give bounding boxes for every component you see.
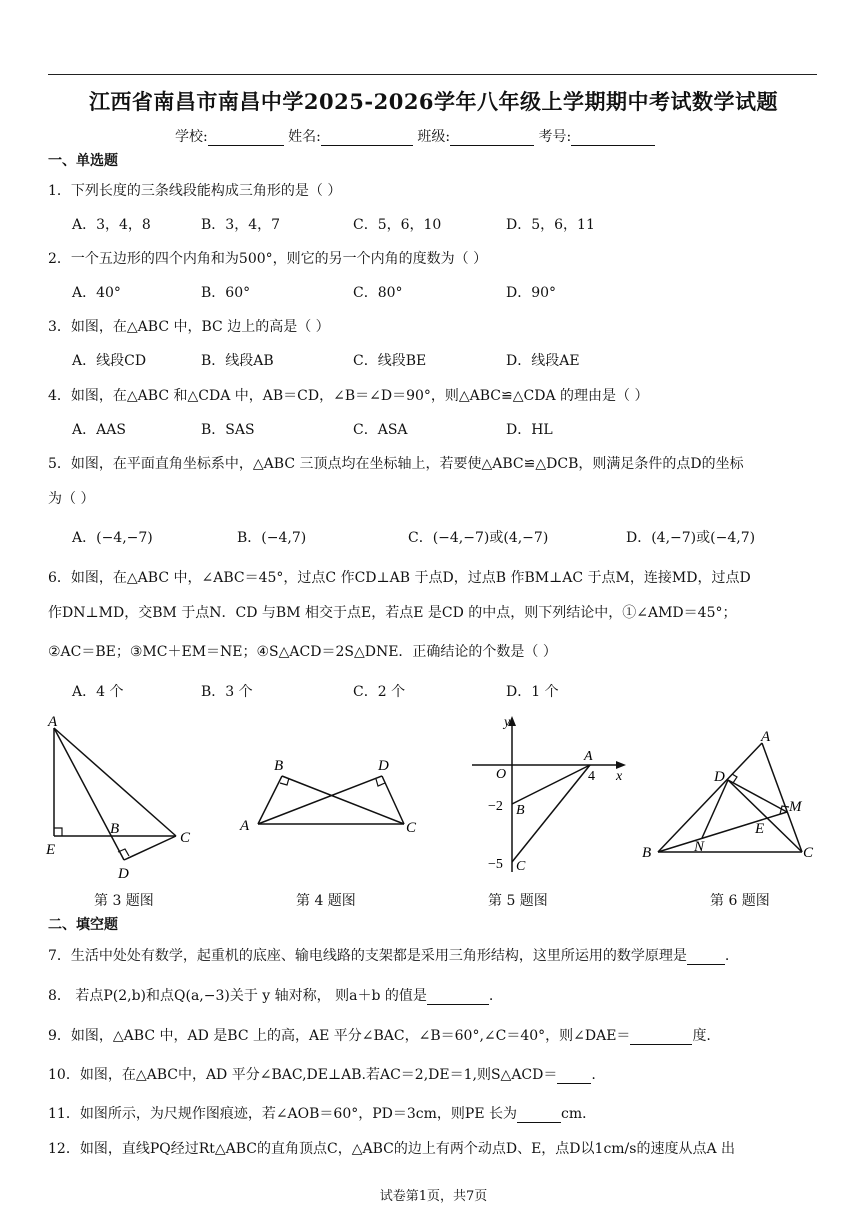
fig4-label-c: C xyxy=(406,820,417,836)
q2-option-c[interactable]: C．80° xyxy=(353,285,403,301)
fig6-label-m: M xyxy=(789,799,802,815)
fig6-label-n: N xyxy=(694,839,705,855)
question-1: 1．下列长度的三条线段能构成三角形的是（ ） xyxy=(48,183,342,199)
figure-6-caption: 第 6 题图 xyxy=(710,893,770,909)
question-6-line-3: ②AC＝BE；③MC＋EM＝NE；④S△ACD＝2S△DNE．正确结论的个数是（ ） xyxy=(48,644,557,660)
q2-option-a[interactable]: A．40° xyxy=(72,285,121,301)
q6-option-d[interactable]: D．1 个 xyxy=(506,684,559,700)
q9-answer-blank[interactable] xyxy=(630,1031,692,1045)
q4-option-d[interactable]: D．HL xyxy=(506,422,553,438)
question-7-tail: . xyxy=(724,948,730,964)
fig5-label-neg5: −5 xyxy=(488,857,503,872)
page-title: 江西省南昌市南昌中学2025-2026学年八年级上学期期中考试数学试题 xyxy=(88,89,779,114)
figure-4-diagram xyxy=(236,752,426,842)
fig4-label-a: A xyxy=(240,818,250,834)
fig5-label-4: 4 xyxy=(588,769,595,784)
q5-option-b[interactable]: B．(−4,7) xyxy=(237,530,307,546)
question-5-line-2: 为（ ） xyxy=(48,491,95,507)
question-5-line-1: 5．如图，在平面直角坐标系中，△ABC 三顶点均在坐标轴上，若要使△ABC≌△DCB，则满足条件的点D的坐标 xyxy=(48,456,744,472)
top-rule xyxy=(48,74,817,75)
section-heading-choice: 一、单选题 xyxy=(48,153,118,169)
figure-5-caption: 第 5 题图 xyxy=(488,893,548,909)
fig6-label-e: E xyxy=(755,821,765,837)
class-field[interactable] xyxy=(450,131,534,146)
q6-option-a[interactable]: A．4 个 xyxy=(72,684,124,700)
name-label: 姓名: xyxy=(288,129,321,145)
name-field[interactable] xyxy=(321,131,413,146)
fig5-label-x: x xyxy=(616,769,623,784)
question-10 xyxy=(48,1064,596,1084)
fig5-label-o: O xyxy=(496,767,507,782)
figure-3-caption: 第 3 题图 xyxy=(94,893,154,909)
q11-answer-blank[interactable] xyxy=(517,1109,561,1123)
question-8-tail: . xyxy=(488,988,494,1004)
q3-option-b[interactable]: B．线段AB xyxy=(201,353,274,369)
fig6-label-b: B xyxy=(642,845,652,861)
q10-answer-blank[interactable] xyxy=(557,1070,591,1084)
question-7-text: 7．生活中处处有数学，起重机的底座、输电线路的支架都是采用三角形结构，这里所运用的数学原理是 xyxy=(48,948,687,964)
q7-answer-blank[interactable] xyxy=(687,951,725,965)
question-2: 2．一个五边形的四个内角和为500°，则它的另一个内角的度数为（ ） xyxy=(48,251,488,267)
q1-option-c[interactable]: C．5，6，10 xyxy=(353,217,442,233)
school-field[interactable] xyxy=(208,131,284,146)
figure-6-diagram xyxy=(640,725,820,870)
school-label: 学校: xyxy=(175,129,208,145)
fig5-label-c: C xyxy=(516,859,526,874)
question-11 xyxy=(48,1103,596,1123)
figure-5-diagram xyxy=(470,712,640,882)
question-9-text: 9．如图，△ABC 中，AD 是BC 上的高，AE 平分∠BAC，∠B＝60°,∠C＝40°，则∠DAE＝ xyxy=(48,1028,631,1044)
fig3-label-d: D xyxy=(118,866,129,882)
question-4: 4．如图，在△ABC 和△CDA 中，AB＝CD，∠B＝∠D＝90°，则△ABC≌△CDA 的理由是（ ） xyxy=(48,388,649,404)
question-10-text: 10．如图，在△ABC中，AD 平分∠BAC,DE⊥AB.若AC＝2,DE＝1,则S△ACD＝ xyxy=(48,1067,558,1083)
fig3-label-e: E xyxy=(46,842,56,858)
question-9-tail: 度. xyxy=(692,1028,711,1044)
fig5-label-y: y xyxy=(504,715,511,730)
question-8 xyxy=(48,985,493,1005)
q6-option-b[interactable]: B．3 个 xyxy=(201,684,253,700)
question-8-text: 8． 若点P(2,b)和点Q(a,−3)关于 y 轴对称， 则a＋b 的值是 xyxy=(48,988,427,1004)
q4-option-b[interactable]: B．SAS xyxy=(201,422,255,438)
fig3-line-ac xyxy=(54,728,176,836)
fig3-label-c: C xyxy=(180,830,191,846)
q8-answer-blank[interactable] xyxy=(427,991,489,1005)
fig5-label-a: A xyxy=(584,749,593,764)
question-10-tail: . xyxy=(591,1067,596,1083)
fig3-right-angle-e xyxy=(54,828,62,836)
q1-option-a[interactable]: A．3，4，8 xyxy=(72,217,151,233)
figure-3-diagram xyxy=(40,712,200,884)
question-11-tail: cm． xyxy=(561,1106,597,1122)
question-12: 12．如图，直线PQ经过Rt△ABC的直角顶点C，△ABC的边上有两个动点D、E，点D以1cm/s的速度从点A 出 xyxy=(48,1141,736,1157)
question-9 xyxy=(48,1025,711,1045)
question-3: 3．如图，在△ABC 中，BC 边上的高是（ ） xyxy=(48,319,330,335)
fig4-label-b: B xyxy=(274,758,284,774)
number-label: 考号: xyxy=(538,129,572,145)
fig6-label-c: C xyxy=(803,845,814,861)
x-axis-arrow-icon xyxy=(616,761,626,769)
fig6-label-d: D xyxy=(714,769,725,785)
student-info-line xyxy=(175,126,655,146)
fig5-label-b: B xyxy=(516,803,525,818)
fig3-line-dc xyxy=(124,836,176,860)
fig3-label-a: A xyxy=(48,714,58,730)
q5-option-d[interactable]: D．(4,−7)或(−4,7) xyxy=(626,530,756,546)
q3-option-a[interactable]: A．线段CD xyxy=(72,353,147,369)
fig3-line-ad xyxy=(54,728,124,860)
question-6-line-2: 作DN⊥MD，交BM 于点N．CD 与BM 相交于点E，若点E 是CD 的中点，则下列结论中，①∠AMD＝45°； xyxy=(48,605,737,621)
question-6-line-1: 6．如图，在△ABC 中，∠ABC＝45°，过点C 作CD⊥AB 于点D，过点B 作BM⊥AC 于点M，连接MD，过点D xyxy=(48,570,751,586)
q5-option-c[interactable]: C．(−4,−7)或(4,−7) xyxy=(408,530,549,546)
fig3-label-b: B xyxy=(110,821,120,837)
class-label: 班级: xyxy=(417,129,451,145)
question-11-text: 11．如图所示，为尺规作图痕迹，若∠AOB＝60°，PD＝3cm，则PE 长为 xyxy=(48,1106,517,1122)
section-heading-fill: 二、填空题 xyxy=(48,917,118,933)
q2-option-d[interactable]: D．90° xyxy=(506,285,557,301)
page-footer: 试卷第1页，共7页 xyxy=(379,1189,488,1204)
q6-option-c[interactable]: C．2 个 xyxy=(353,684,406,700)
fig5-label-neg2: −2 xyxy=(488,799,503,814)
figure-4-caption: 第 4 题图 xyxy=(296,893,356,909)
fig6-label-a: A xyxy=(761,729,771,745)
q5-option-a[interactable]: A．(−4,−7) xyxy=(72,530,153,546)
q4-option-c[interactable]: C．ASA xyxy=(353,422,408,438)
q2-option-b[interactable]: B．60° xyxy=(201,285,251,301)
question-7 xyxy=(48,945,729,965)
q4-option-a[interactable]: A．AAS xyxy=(72,422,126,438)
q3-option-d[interactable]: D．线段AE xyxy=(506,353,580,369)
fig4-label-d: D xyxy=(378,758,389,774)
q3-option-c[interactable]: C．线段BE xyxy=(353,353,427,369)
number-field[interactable] xyxy=(571,131,655,146)
q1-option-b[interactable]: B．3，4，7 xyxy=(201,217,281,233)
q1-option-d[interactable]: D．5，6，11 xyxy=(506,217,595,233)
